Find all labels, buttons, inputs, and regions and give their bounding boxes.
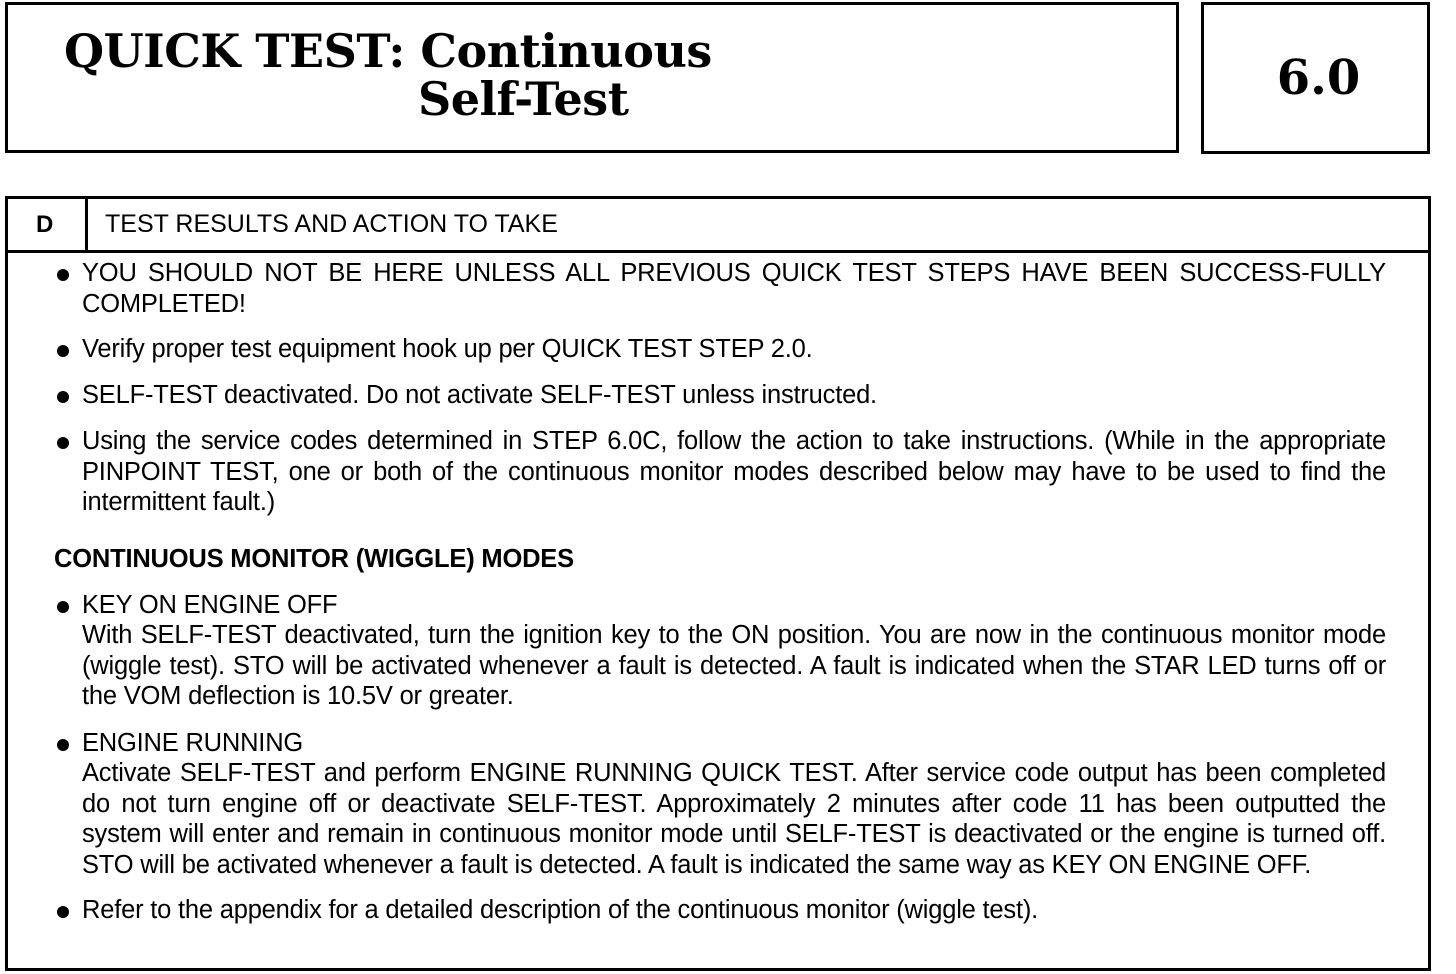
- section-number: 6.0: [1276, 50, 1361, 106]
- list-item-text: YOU SHOULD NOT BE HERE UNLESS ALL PREVIOUS QUICK TEST STEPS HAVE BEEN SUCCESS-FULLY COMPLETED!: [82, 259, 1386, 318]
- mode-item: [54, 728, 1386, 881]
- panel-heading: TEST RESULTS AND ACTION TO TAKE: [105, 210, 558, 238]
- mode-description: With SELF-TEST deactivated, turn the ignition key to the ON position. You are now in the continuous monitor mode (wiggle test). STO will be activated whenever a fault is detected. A fault is indicated when the STAR LED turns off or the VOM deflection is 10.5V or greater.: [82, 621, 1386, 710]
- step-letter: D: [8, 199, 88, 250]
- modes-heading: CONTINUOUS MONITOR (WIGGLE) MODES: [54, 544, 574, 573]
- list-item: [54, 426, 1386, 518]
- test-results-panel: [5, 196, 1431, 971]
- panel-header: [8, 199, 1428, 253]
- list-item: [54, 380, 1386, 411]
- panel-content: [54, 256, 1386, 926]
- list-item: [54, 258, 1386, 319]
- bullet-dot: [57, 601, 69, 613]
- mode-item: [54, 590, 1386, 712]
- bullet-dot: [57, 269, 69, 281]
- list-item-text: SELF-TEST deactivated. Do not activate SELF-TEST unless instructed.: [82, 380, 877, 409]
- list-item-text: Verify proper test equipment hook up per QUICK TEST STEP 2.0.: [82, 335, 813, 363]
- bullet-dot: [57, 391, 69, 403]
- page-title: [64, 24, 712, 126]
- section-number-box: [1201, 2, 1430, 154]
- mode-title: ENGINE RUNNING: [82, 728, 304, 757]
- bullet-dot: [57, 906, 69, 918]
- list-item-text: Using the service codes determined in STEP 6.0C, follow the action to take instructions. (While in the appropriate PINPOINT TEST, one or both of the continuous monitor modes described below may have to be used to find the intermittent fault.): [82, 427, 1386, 516]
- bullet-dot: [57, 437, 69, 449]
- list-item: [54, 334, 1386, 365]
- title-line-2: Self-Test: [418, 72, 629, 126]
- mode-description: Activate SELF-TEST and perform ENGINE RUNNING QUICK TEST. After service code output has been completed do not turn engine off or deactivate SELF-TEST. Approximately 2 minutes after code 11 has been outputted the system will enter and remain in continuous monitor mode until SELF-TEST is deactivated or the engine is turned off. STO will be activated whenever a fault is detected. A fault is indicated the same way as KEY ON ENGINE OFF.: [82, 759, 1386, 879]
- bullet-dot: [57, 739, 69, 751]
- title-line-1: QUICK TEST: Continuous: [64, 24, 712, 78]
- list-item-text: Refer to the appendix for a detailed description of the continuous monitor (wiggle test).: [82, 896, 1039, 924]
- list-item: [54, 895, 1386, 926]
- title-box: [5, 2, 1179, 153]
- mode-title: KEY ON ENGINE OFF: [82, 590, 338, 619]
- bullet-dot: [57, 345, 69, 357]
